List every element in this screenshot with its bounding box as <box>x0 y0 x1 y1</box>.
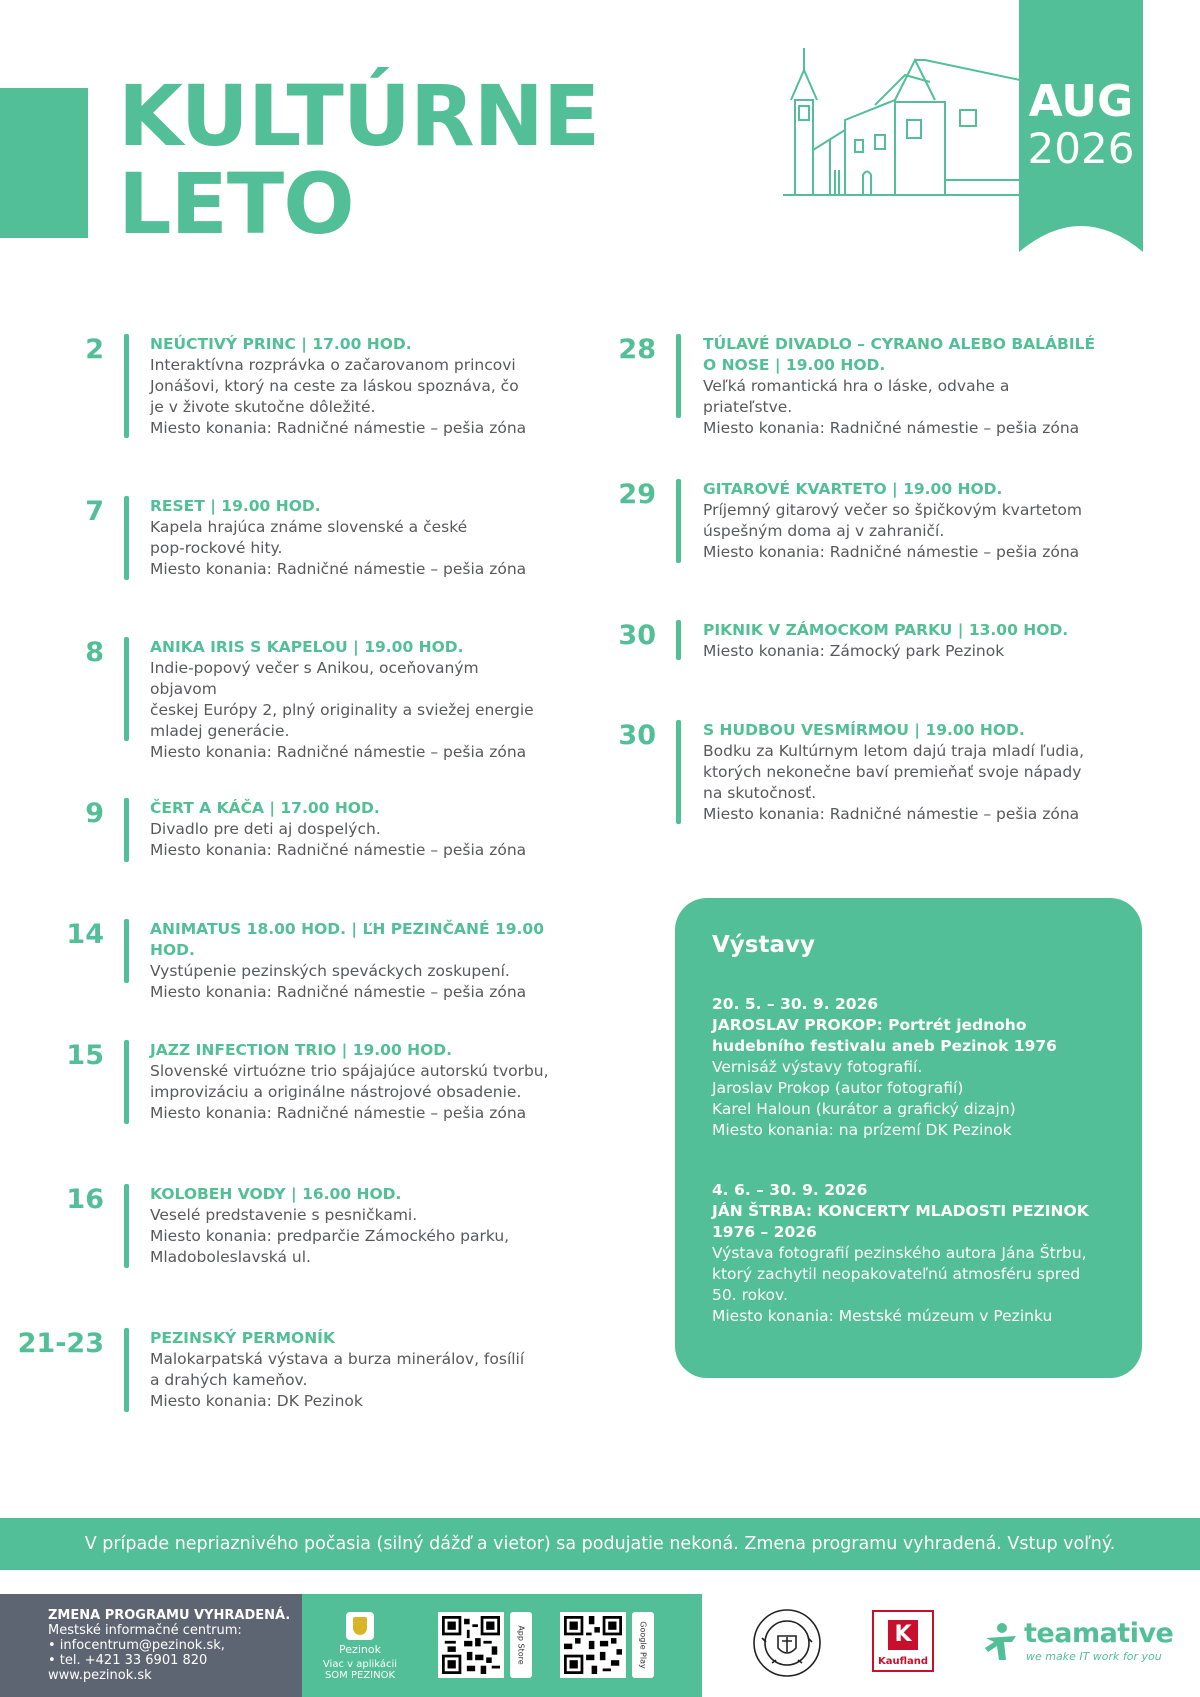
app-line: SOM PEZINOK <box>324 1670 396 1681</box>
event-divider <box>676 620 681 660</box>
event-day: 16 <box>66 1184 104 1215</box>
event-body <box>150 1184 550 1268</box>
event-divider <box>676 479 681 563</box>
event-venue: Miesto konania: Radničné námestie – pešia zóna <box>150 1104 527 1122</box>
qr-code-icon <box>564 1616 622 1674</box>
event-line: Jonášovi, ktorý na ceste za láskou spoznáva, čo <box>150 377 519 395</box>
event-line: pop-rockové hity. <box>150 539 283 557</box>
event-venue: Miesto konania: predparčie Zámockého parku, <box>150 1227 510 1245</box>
event-day: 8 <box>85 637 104 668</box>
event-body <box>150 637 550 763</box>
event-divider <box>124 334 129 438</box>
exhibition-date: 20. 5. – 30. 9. 2026 <box>712 995 879 1013</box>
event-body <box>150 919 580 1003</box>
event-day: 21-23 <box>17 1328 104 1359</box>
event-venue: Miesto konania: Radničné námestie – pešia zóna <box>150 419 527 437</box>
qr-code-icon <box>442 1616 500 1674</box>
exhibitions-heading: Výstavy <box>712 932 815 958</box>
event-venue: Miesto konania: DK Pezinok <box>150 1392 363 1410</box>
event-day: 2 <box>85 334 104 365</box>
weather-notice: V prípade nepriaznivého počasia (silný dážď a vietor) sa podujatie nekoná. Zmena programu vyhradená. Vstup voľný. <box>0 1518 1200 1570</box>
app-promo[interactable] <box>322 1612 398 1681</box>
event-day: 29 <box>618 479 656 510</box>
event-line: Kapela hrajúca známe slovenské a české <box>150 518 468 536</box>
exhibition-item <box>712 1180 1132 1327</box>
event-line: Divadlo pre deti aj dospelých. <box>150 820 381 838</box>
event-venue: Miesto konania: Radničné námestie – pešia zóna <box>703 805 1080 823</box>
event-divider <box>124 496 129 580</box>
event-line: Mladoboleslavská ul. <box>150 1248 311 1266</box>
event-body <box>150 1328 550 1412</box>
event-divider <box>124 1184 129 1268</box>
event-day: 7 <box>85 496 104 527</box>
app-store-label: App Store <box>516 1625 526 1665</box>
event-title: JAZZ INFECTION TRIO | 19.00 HOD. <box>150 1041 453 1059</box>
event-title: ANIKA IRIS S KAPELOU | 19.00 HOD. <box>150 638 464 656</box>
footer-email[interactable]: • infocentrum@pezinok.sk, <box>48 1638 225 1653</box>
event-day: 28 <box>618 334 656 365</box>
exhibition-line: Výstava fotografií pezinského autora Jána Štrbu, <box>712 1244 1087 1262</box>
event-line: Veselé predstavenie s pesničkami. <box>150 1206 418 1224</box>
page-title <box>118 67 600 253</box>
event-body <box>150 496 530 580</box>
kaufland-letter: K <box>888 1620 918 1650</box>
event-title: S HUDBOU VESMÍRMOU | 19.00 HOD. <box>703 721 1025 739</box>
exhibition-date: 4. 6. – 30. 9. 2026 <box>712 1181 868 1199</box>
event-body <box>150 334 530 439</box>
event-line: a drahých kameňov. <box>150 1371 308 1389</box>
footer-phone[interactable]: • tel. +421 33 6901 820 <box>48 1653 208 1668</box>
event-body <box>703 720 1103 825</box>
exhibition-item <box>712 994 1132 1141</box>
event-title: NEÚCTIVÝ PRINC | 17.00 HOD. <box>150 335 412 353</box>
exhibition-line: Karel Haloun (kurátor a grafický dizajn) <box>712 1100 1016 1118</box>
mesto-pezinok-seal-icon <box>752 1608 822 1678</box>
event-title: PEZINSKÝ PERMONÍK <box>150 1329 335 1347</box>
event-divider <box>124 1328 129 1412</box>
app-store-badge[interactable] <box>510 1612 532 1678</box>
header-accent-bar <box>0 88 88 238</box>
exhibition-line: Jaroslav Prokop (autor fotografií) <box>712 1079 964 1097</box>
exhibition-line: 50. rokov. <box>712 1286 788 1304</box>
event-title: GITAROVÉ KVARTETO | 19.00 HOD. <box>703 480 1003 498</box>
event-divider <box>124 798 129 862</box>
event-divider <box>676 334 681 418</box>
event-line: improvizáciu a originálne nástrojové obsadenie. <box>150 1083 522 1101</box>
event-line: Interaktívna rozprávka o začarovanom princovi <box>150 356 516 374</box>
footer-line: Mestské informačné centrum: <box>48 1623 242 1638</box>
event-divider <box>124 637 129 741</box>
title-line-1: KULTÚRNE <box>118 67 600 165</box>
qr-code-google-play[interactable] <box>560 1612 626 1678</box>
exhibition-venue: Miesto konania: Mestské múzeum v Pezinku <box>712 1307 1053 1325</box>
title-line-2: LETO <box>118 155 354 253</box>
event-divider <box>676 720 681 824</box>
exhibition-line: Vernisáž výstavy fotografií. <box>712 1058 923 1076</box>
event-body <box>703 334 1103 439</box>
event-title: ČERT A KÁČA | 17.00 HOD. <box>150 799 380 817</box>
exhibition-title: hudebního festivalu aneb Pezinok 1976 <box>712 1037 1057 1055</box>
event-line: Príjemný gitarový večer so špičkovým kvartetom <box>703 501 1082 519</box>
event-title: PIKNIK V ZÁMOCKOM PARKU | 13.00 HOD. <box>703 621 1069 639</box>
event-line: na skutočnosť. <box>703 784 817 802</box>
event-day: 9 <box>85 798 104 829</box>
event-title: TÚLAVÉ DIVADLO – CYRANO ALEBO BALÁBILÉ <box>703 335 1096 353</box>
event-body <box>703 620 1103 662</box>
event-title: KOLOBEH VODY | 16.00 HOD. <box>150 1185 402 1203</box>
event-venue: Miesto konania: Radničné námestie – pešia zóna <box>150 983 527 1001</box>
event-line: Bodku za Kultúrnym letom dajú traja mladí ľudia, <box>703 742 1084 760</box>
event-day: 14 <box>66 919 104 950</box>
event-title-cont: O NOSE | 19.00 HOD. <box>703 356 886 374</box>
exhibition-title: JAROSLAV PROKOP: Portrét jednoho <box>712 1016 1027 1034</box>
event-day: 30 <box>618 620 656 651</box>
date-ribbon-text <box>1019 78 1143 172</box>
ribbon-year: 2026 <box>1027 124 1135 173</box>
event-venue: Miesto konania: Radničné námestie – pešia zóna <box>150 841 527 859</box>
teamative-logo <box>982 1618 1172 1668</box>
teamative-figure-icon <box>982 1622 1020 1662</box>
footer-heading: ZMENA PROGRAMU VYHRADENÁ. <box>48 1608 291 1623</box>
event-line: Veľká romantická hra o láske, odvahe a priateľstve. <box>703 377 1010 416</box>
event-divider <box>124 1040 129 1124</box>
kaufland-name: Kaufland <box>877 1656 929 1667</box>
event-venue: Miesto konania: Radničné námestie – pešia zóna <box>703 543 1080 561</box>
pezinok-crest-icon <box>346 1612 374 1640</box>
event-line: ktorých nekonečne baví premieňať svoje nápady <box>703 763 1082 781</box>
event-line: Indie-popový večer s Anikou, oceňovaným objavom <box>150 659 479 698</box>
footer-app-strip <box>302 1594 702 1697</box>
event-venue: Miesto konania: Radničné námestie – pešia zóna <box>150 560 527 578</box>
app-line: Viac v aplikácii <box>322 1659 398 1670</box>
event-day: 30 <box>618 720 656 751</box>
event-divider <box>124 919 129 983</box>
exhibition-venue: Miesto konania: na prízemí DK Pezinok <box>712 1121 1012 1139</box>
event-line: mladej generácie. <box>150 722 290 740</box>
event-line: je v živote skutočne dôležité. <box>150 398 376 416</box>
event-line: Vystúpenie pezinských speváckych zoskupení. <box>150 962 510 980</box>
qr-code-app-store[interactable] <box>438 1612 504 1678</box>
event-body <box>150 1040 560 1124</box>
event-line: Malokarpatská výstava a burza minerálov, fosílií <box>150 1350 525 1368</box>
event-body <box>703 479 1103 563</box>
exhibition-title: JÁN ŠTRBA: KONCERTY MLADOSTI PEZINOK <box>712 1202 1089 1220</box>
footer-contact <box>0 1594 302 1697</box>
event-line: Slovenské virtuózne trio spájajúce autorskú tvorbu, <box>150 1062 549 1080</box>
teamative-name: teamative <box>1024 1618 1174 1649</box>
google-play-badge[interactable] <box>632 1612 654 1678</box>
kaufland-logo <box>872 1610 934 1672</box>
event-body <box>150 798 530 861</box>
footer-website[interactable]: www.pezinok.sk <box>48 1668 152 1683</box>
teamative-slogan: we make IT work for you <box>1026 1650 1162 1663</box>
event-title: RESET | 19.00 HOD. <box>150 497 321 515</box>
google-play-label: Google Play <box>638 1621 648 1669</box>
app-name: Pezinok <box>339 1643 381 1656</box>
event-line: úspešným doma aj v zahraničí. <box>703 522 945 540</box>
exhibition-title: 1976 – 2026 <box>712 1223 817 1241</box>
event-venue: Miesto konania: Radničné námestie – pešia zóna <box>703 419 1080 437</box>
ribbon-month: AUG <box>1028 76 1134 127</box>
event-title: ANIMATUS 18.00 HOD. | ĽH PEZINČANÉ 19.00 HOD. <box>150 920 544 959</box>
event-day: 15 <box>66 1040 104 1071</box>
exhibition-line: ktorý zachytil neopakovateľnú atmosféru spred <box>712 1265 1081 1283</box>
event-venue: Miesto konania: Zámocký park Pezinok <box>703 642 1005 660</box>
event-venue: Miesto konania: Radničné námestie – pešia zóna <box>150 743 527 761</box>
exhibitions-panel <box>675 898 1142 1378</box>
castle-illustration <box>775 40 1025 200</box>
event-line: českej Európy 2, plný originality a sviežej energie <box>150 701 534 719</box>
